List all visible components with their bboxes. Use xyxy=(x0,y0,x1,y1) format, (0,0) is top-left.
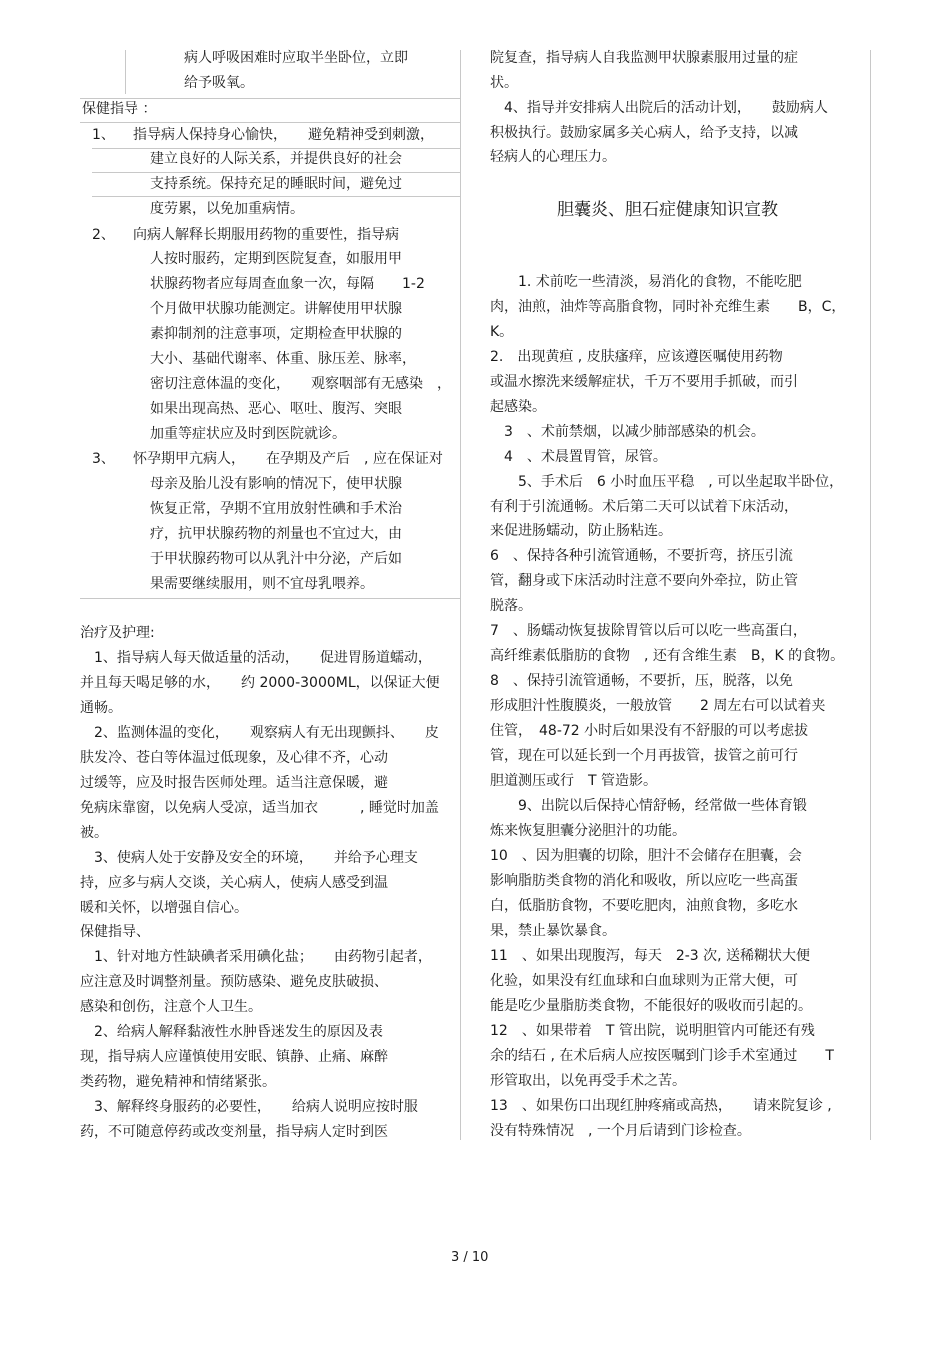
paragraph-line: 来促进肠蠕动，防止肠粘连。 xyxy=(490,523,672,539)
guidance-item-line: 母亲及胎儿没有影响的情况下，使甲状腺 xyxy=(150,476,402,492)
section-heading: 治疗及护理: xyxy=(80,625,155,641)
paragraph-line: 4、指导并安排病人出院后的活动计划， 鼓励病人 xyxy=(490,100,828,116)
paragraph-line: 免病床靠窗，以免病人受凉，适当加衣 , 睡觉时加盖 xyxy=(80,800,439,816)
paragraph-line: 并且每天喝足够的水， 约 2000-3000ML，以保证大便 xyxy=(80,675,440,691)
paragraph-line: 暖和关怀，以增强自信心。 xyxy=(80,900,248,916)
section-heading: 保健指导、 xyxy=(80,924,150,940)
paragraph-line: 9、出院以后保持心情舒畅，经常做一些体育锻 xyxy=(490,798,807,814)
right-edge-line xyxy=(870,50,871,1140)
paragraph-line: 形管取出，以免再受手术之苦。 xyxy=(490,1073,686,1089)
paragraph-line: 起感染。 xyxy=(490,399,546,415)
guidance-item-line: 疗，抗甲状腺药物的剂量也不宜过大，由 xyxy=(150,526,402,542)
paragraph-line: 3、解释终身服药的必要性， 给病人说明应按时服 xyxy=(80,1099,418,1115)
paragraph-line: 3、使病人处于安静及安全的环境， 并给予心理支 xyxy=(80,850,418,866)
paragraph-line: 持，应多与病人交谈，关心病人，使病人感受到温 xyxy=(80,875,388,891)
paragraph-line: 10 、因为胆囊的切除，胆汁不会储存在胆囊，会 xyxy=(490,848,802,864)
paragraph-line: 感染和创伤，注意个人卫生。 xyxy=(80,999,262,1015)
paragraph-line: 院复查，指导病人自我监测甲状腺素服用过量的症 xyxy=(490,50,798,66)
paragraph-line: 2、监测体温的变化， 观察病人有无出现颤抖、 皮 xyxy=(80,725,439,741)
guidance-item-line: 密切注意体温的变化， 观察咽部有无感染 ， xyxy=(150,376,451,392)
section-title: 胆囊炎、胆石症健康知识宣教 xyxy=(557,200,778,220)
guidance-item-line: 支持系统。保持充足的睡眠时间，避免过 xyxy=(150,176,402,192)
guidance-item-line: 建立良好的人际关系，并提供良好的社会 xyxy=(150,151,402,167)
column-divider xyxy=(460,50,461,1140)
paragraph-line: 没有特殊情况 , 一个月后请到门诊检查。 xyxy=(490,1123,751,1139)
guidance-item-line: 于甲状腺药物可以从乳汁中分泌，产后如 xyxy=(150,551,402,567)
paragraph-line: 现，指导病人应谨慎使用安眠、镇静、止痛、麻醉 xyxy=(80,1049,388,1065)
guidance-item-line: 指导病人保持身心愉快， 避免精神受到刺激， xyxy=(133,127,434,143)
paragraph-line: 管，翻身或下床活动时注意不要向外牵拉，防止管 xyxy=(490,573,798,589)
table-cell-text: 病人呼吸困难时应取半坐卧位，立即 xyxy=(184,50,408,66)
left-table-rule xyxy=(92,172,460,173)
guidance-item-line: 度劳累，以免加重病情。 xyxy=(150,201,304,217)
guidance-item-line: 大小、基础代谢率、体重、脉压差、脉率， xyxy=(150,351,416,367)
paragraph-line: 能是吃少量脂肪类食物，不能很好的吸收而引起的。 xyxy=(490,998,812,1014)
paragraph-line: 积极执行。鼓励家属多关心病人，给予支持，以减 xyxy=(490,125,798,141)
paragraph-line: 轻病人的心理压力。 xyxy=(490,149,616,165)
paragraph-line: 1、指导病人每天做适量的活动， 促进胃肠道蠕动， xyxy=(80,650,432,666)
guidance-item-line: 向病人解释长期服用药物的重要性，指导病 xyxy=(133,227,399,243)
guidance-item-number: 2、 xyxy=(92,227,115,243)
paragraph-line: 8 、保持引流管通畅，不要折，压，脱落，以免 xyxy=(490,673,793,689)
paragraph-line: 余的结石 , 在术后病人应按医嘱到门诊手术室通过 T xyxy=(490,1048,834,1064)
paragraph-line: 状。 xyxy=(490,75,518,91)
paragraph-line: 胆道测压或行 T 管造影。 xyxy=(490,773,658,789)
paragraph-line: 12 、如果带着 T 管出院，说明胆管内可能还有残 xyxy=(490,1023,815,1039)
guidance-heading: 保健指导 ： xyxy=(82,101,157,117)
paragraph-line: 7 、肠蠕动恢复拔除胃管以后可以吃一些高蛋白， xyxy=(490,623,807,639)
paragraph-line: 住管， 48-72 小时后如果没有不舒服的可以考虑拔 xyxy=(490,723,809,739)
paragraph-line: 管，现在可以延长到一个月再拔管，拔管之前可行 xyxy=(490,748,798,764)
paragraph-line: 果，禁止暴饮暴食。 xyxy=(490,923,616,939)
paragraph-line: 影响脂肪类食物的消化和吸收，所以应吃一些高蛋 xyxy=(490,873,798,889)
paragraph-line: 炼来恢复胆囊分泌胆汁的功能。 xyxy=(490,823,686,839)
paragraph-line: K。 xyxy=(490,324,514,340)
paragraph-line: 或温水擦洗来缓解症状，千万不要用手抓破，而引 xyxy=(490,374,798,390)
guidance-item-line: 状腺药物者应每周查血象一次，每隔 1-2 xyxy=(150,276,425,292)
paragraph-line: 药，不可随意停药或改变剂量，指导病人定时到医 xyxy=(80,1124,388,1140)
paragraph-line: 过缓等，应及时报告医师处理。适当注意保暖，避 xyxy=(80,775,388,791)
guidance-item-line: 恢复正常，孕期不宜用放射性碘和手术治 xyxy=(150,501,402,517)
paragraph-line: 4 、术晨置胃管，尿管。 xyxy=(490,449,667,465)
paragraph-line: 11 、如果出现腹泻，每天 2-3 次, 送稀糊状大便 xyxy=(490,948,811,964)
paragraph-line: 脱落。 xyxy=(490,598,532,614)
paragraph-line: 被。 xyxy=(80,825,108,841)
paragraph-line: 2、给病人解释黏液性水肿昏迷发生的原因及表 xyxy=(80,1024,383,1040)
left-table-rule xyxy=(80,598,460,599)
guidance-item-number: 1、 xyxy=(92,127,115,143)
paragraph-line: 应注意及时调整剂量。预防感染、避免皮肤破损、 xyxy=(80,974,388,990)
left-table-rule xyxy=(92,196,460,197)
paragraph-line: 6 、保持各种引流管通畅，不要折弯，挤压引流 xyxy=(490,548,793,564)
paragraph-line: 1、针对地方性缺碘者采用碘化盐； 由药物引起者， xyxy=(80,949,432,965)
paragraph-line: 肤发冷、苍白等体温过低现象，及心律不齐，心动 xyxy=(80,750,388,766)
guidance-item-line: 如果出现高热、恶心、呕吐、腹泻、突眼 xyxy=(150,401,402,417)
guidance-item-line: 加重等症状应及时到医院就诊。 xyxy=(150,426,346,442)
left-table-rule xyxy=(80,122,460,123)
page-number: 3 / 10 xyxy=(451,1250,489,1265)
paragraph-line: 白，低脂肪食物，不要吃肥肉，油煎食物，多吃水 xyxy=(490,898,798,914)
guidance-item-line: 素抑制剂的注意事项，定期检查甲状腺的 xyxy=(150,326,402,342)
paragraph-line: 化验，如果没有红血球和白血球则为正常大便，可 xyxy=(490,973,798,989)
paragraph-line: 2. 出现黄疸 , 皮肤瘙痒，应该遵医嘱使用药物 xyxy=(490,349,783,365)
paragraph-line: 通畅。 xyxy=(80,700,122,716)
paragraph-line: 有利于引流通畅。术后第二天可以试着下床活动， xyxy=(490,499,798,515)
paragraph-line: 类药物，避免精神和情绪紧张。 xyxy=(80,1074,276,1090)
paragraph-line: 高纤维素低脂肪的食物 , 还有含维生素 B，K 的食物。 xyxy=(490,648,845,664)
paragraph-line: 13 、如果伤口出现红肿疼痛或高热， 请来院复诊 , xyxy=(490,1098,832,1114)
guidance-item-line: 果需要继续服用，则不宜母乳喂养。 xyxy=(150,576,374,592)
paragraph-line: 肉，油煎，油炸等高脂食物，同时补充维生素 B，C， xyxy=(490,299,846,315)
guidance-item-number: 3、 xyxy=(92,451,115,467)
paragraph-line: 3 、术前禁烟，以减少肺部感染的机会。 xyxy=(490,424,765,440)
paragraph-line: 形成胆汁性腹膜炎，一般放管 2 周左右可以试着夹 xyxy=(490,698,826,714)
guidance-item-line: 怀孕期甲亢病人， 在孕期及产后 , 应在保证对 xyxy=(133,451,443,467)
guidance-item-line: 人按时服药，定期到医院复查，如服用甲 xyxy=(150,251,402,267)
left-top-cell-border xyxy=(125,50,126,94)
paragraph-line: 1. 术前吃一些清淡，易消化的食物，不能吃肥 xyxy=(490,274,802,290)
table-cell-text: 给予吸氧。 xyxy=(184,75,254,91)
paragraph-line: 5、手术后 6 小时血压平稳 , 可以坐起取半卧位， xyxy=(490,474,844,490)
guidance-item-line: 个月做甲状腺功能测定。讲解使用甲状腺 xyxy=(150,301,402,317)
